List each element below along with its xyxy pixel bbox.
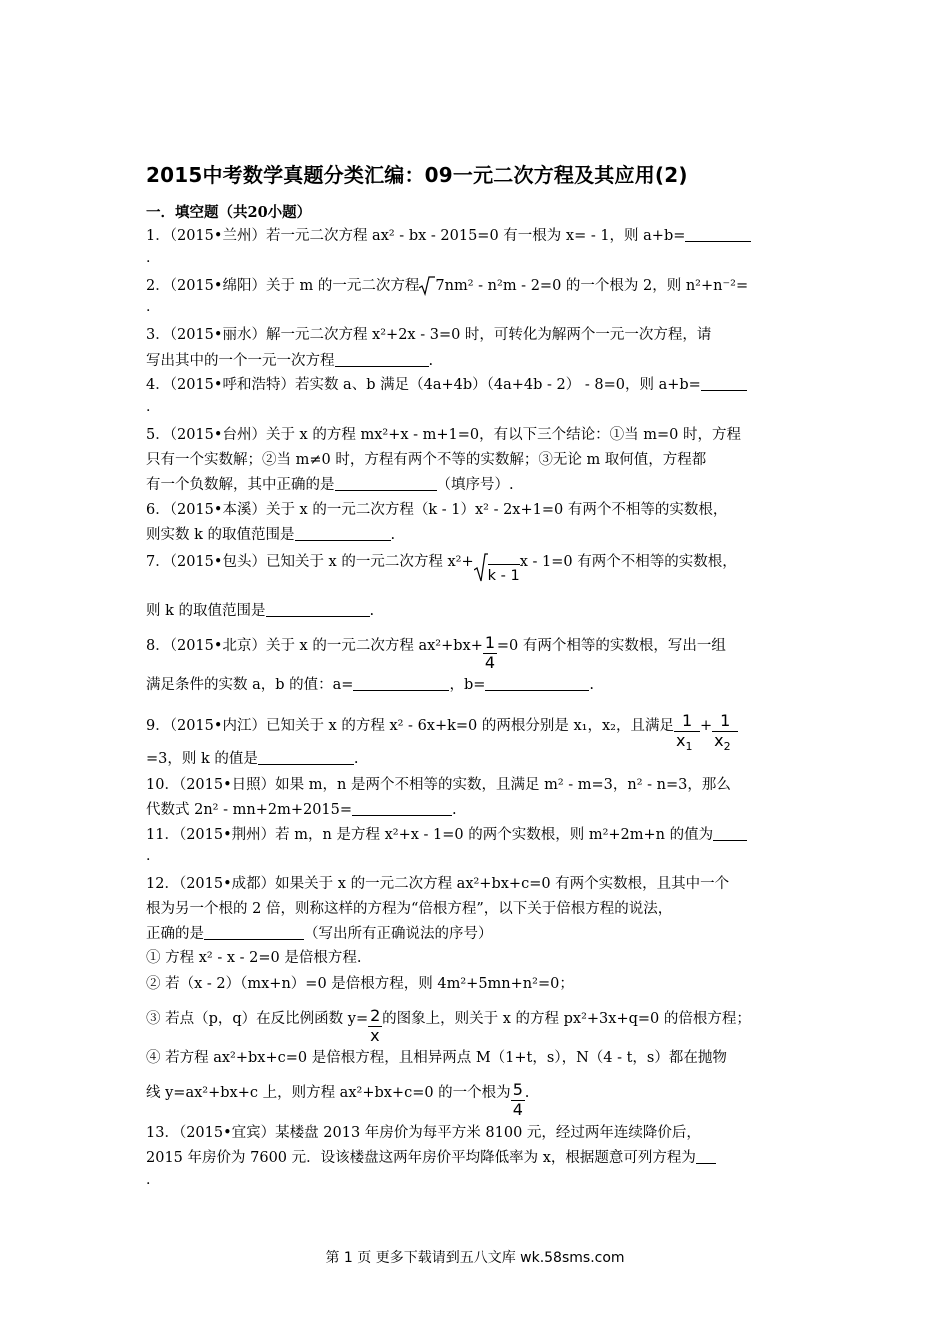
question-6: 6．（2015•本溪）关于 x 的一元二次方程（k ‑ 1）x² ‑ 2x+1=0 有两个不相等的实数根， bbox=[146, 502, 728, 518]
fraction: $\frac{1}{4}$ bbox=[484, 633, 496, 672]
question-11: 11．（2015•荆州）若 m，n 是方程 x²+x ‑ 1=0 的两个实数根，则 m²+2m+n 的值为 bbox=[146, 826, 747, 844]
fraction: $\frac{5}{4}$ bbox=[512, 1080, 523, 1119]
answer-blank bbox=[295, 526, 391, 541]
fraction: $\frac{1}{x_1}$ bbox=[674, 712, 700, 752]
fraction: $\frac{2}{x}$ bbox=[370, 1006, 381, 1045]
page-title: 2015中考数学真题分类汇编：09一元二次方程及其应用(2) bbox=[146, 163, 688, 187]
answer-blank bbox=[701, 376, 747, 391]
question-7: 7．（2015•包头）已知关于 x 的一元二次方程 x²+k - 1x ‑ 1=0 有两个不相等的实数根， bbox=[146, 554, 737, 584]
question-4: 4．（2015•呼和浩特）若实数 a、b 满足（4a+4b）（4a+4b ‑ 2） ‑ 8=0，则 a+b= bbox=[146, 376, 747, 394]
answer-blank bbox=[485, 676, 589, 691]
answer-blank bbox=[353, 676, 449, 691]
fraction: $\frac{1}{x_2}$ bbox=[712, 712, 738, 752]
question-1: 1．（2015•兰州）若一元二次方程 ax² ‑ bx ‑ 2015=0 有一根为 x= ‑ 1，则 a+b= bbox=[146, 227, 751, 245]
answer-blank bbox=[204, 925, 304, 940]
question-13: 13．（2015•宜宾）某楼盘 2013 年房价为每平方米 8100 元，经过两年连续降价后， bbox=[146, 1125, 701, 1141]
question-3: 3．（2015•丽水）解一元二次方程 x²+2x ‑ 3=0 时，可转化为解两个一元一次方程，请 bbox=[146, 327, 712, 343]
answer-blank bbox=[352, 801, 452, 816]
answer-blank bbox=[696, 1149, 716, 1164]
section-heading: 一．填空题（共20小题） bbox=[146, 204, 312, 221]
question-8: 8．（2015•北京）关于 x 的一元二次方程 ax²+bx+ $\frac{1}{4}$ =0 有两个相等的实数根，写出一组 bbox=[146, 633, 726, 672]
page-footer: 第 1 页 更多下载请到五八文库 wk.58sms.com bbox=[325, 1250, 625, 1266]
answer-blank bbox=[258, 750, 354, 765]
answer-blank bbox=[335, 352, 429, 367]
question-2: 2．（2015•绵阳）关于 m 的一元二次方程 7nm² ‑ n²m ‑ 2=0 的一个根为 2，则 n²+n⁻²= bbox=[146, 278, 749, 294]
question-12: 12．（2015•成都）如果关于 x 的一元二次方程 ax²+bx+c=0 有两个实数根，且其中一个 bbox=[146, 876, 730, 892]
answer-blank bbox=[335, 476, 437, 491]
question-9: 9．（2015•内江）已知关于 x 的方程 x² ‑ 6x+k=0 的两根分别是 x₁，x₂，且满足 $\frac{1}{x_1}$ + $\frac{1}{x_2}$ bbox=[146, 712, 738, 752]
question-10: 10．（2015•日照）如果 m，n 是两个不相等的实数，且满足 m² ‑ m=3，n² ‑ n=3，那么 bbox=[146, 777, 731, 793]
sqrt-symbol bbox=[474, 552, 488, 582]
answer-blank bbox=[266, 602, 370, 617]
answer-blank bbox=[685, 227, 751, 242]
answer-blank bbox=[713, 826, 747, 841]
document-page: 2015中考数学真题分类汇编：09一元二次方程及其应用(2) 一．填空题（共20小题） 1．（2015•兰州）若一元二次方程 ax² ‑ bx ‑ 2015=0 有一根为 x= ‑ 1，则 a+b= . 2．（2015•绵阳）关于 m 的一元二次方程 7nm² ‑ n²m ‑ 2=0 的一个根为 2，则 n²+n⁻²= . 3．（2015•丽水）解一元二次方程 x²+2x ‑ 3=0 时，可转化为解两个一元一次方程，请 写出其中的一个一元一次方程 . 4．（2015•呼和浩特）若实数 a、b 满足（4a+4b）（4a+4b ‑ 2） ‑ 8=0，则 a+b= . 5．（2015•台州）关于 x 的方程 mx²+x ‑ m+1=0，有以下三个结论：①当 m=0 时，方程 只有一个实数解；②当 m≠0 时，方程有两个不等的实数解；③无论 m 取何值，方程都 有一个负数解，其中正确的是 （填序号）. 6．（2015•本溪）关于 x 的一元二次方程（k ‑ 1）x² ‑ 2x+1=0 有两个不相等的实数根， 则实数 k 的取值范围是 . 7．（2015•包头）已知关于 x 的一元二次方程 x²+k - 1x ‑ 1=0 有两个不相等的实数根， 则 k 的取值范围是 . 8．（2015•北京）关于 x 的一元二次方程 ax²+bx+ $\frac{1}{4}$ =0 有两个相等的实数根，写出一组 满足条件的实数 a，b 的值：a= ，b= . 9．（2015•内江）已知关于 x 的方程 x² ‑ 6x+k=0 的两根分别是 x₁，x₂，且满足 $\frac{1}{x_1}$ + $\frac{1}{x_2}$ =3，则 k 的值是 . 10．（2015•日照）如果 m，n 是两个不相等的实数，且满足 m² ‑ m=3，n² ‑ n=3，那么 代数式 2n² ‑ mn+2m+2015= . 11．（2015•荆州）若 m，n 是方程 x²+x ‑ 1=0 的两个实数根，则 m²+2m+n 的值为 . 12．（2015•成都）如果关于 x 的一元二次方程 ax²+bx+c=0 有两个实数根，且其中一个 根为另一个根的 2 倍，则称这样的方程为“倍根方程”，以下关于倍根方程的说法， 正确的是 （写出所有正确说法的序号） ① 方程 x² ‑ x ‑ 2=0 是倍根方程. ② 若（x ‑ 2）（mx+n）=0 是倍根方程，则 4m²+5mn+n²=0； ③ 若点（p，q）在反比例函数 y= $\frac{2}{x}$ 的图象上，则关于 x 的方程 px²+3x+q=0 的倍根方程； ④ 若方程 ax²+bx+c=0 是倍根方程，且相异两点 M（1+t，s），N（4 ‑ t，s）都在抛物 线 y=ax²+bx+c 上，则方程 ax²+bx+c=0 的一个根为 $\frac{5}{4}$ . 13．（2015•宜宾）某楼盘 2013 年房价为每平方米 8100 元，经过两年连续降价后， 2015 年房价为 7600 元．设该楼盘这两年房价平均降低率为 x，根据题意可列方程为 . 第 1 页 更多下载请到五八文库 wk.58sms.com bbox=[0, 0, 950, 1344]
sqrt-symbol bbox=[419, 276, 435, 296]
question-5: 5．（2015•台州）关于 x 的方程 mx²+x ‑ m+1=0，有以下三个结论：①当 m=0 时，方程 bbox=[146, 427, 741, 443]
